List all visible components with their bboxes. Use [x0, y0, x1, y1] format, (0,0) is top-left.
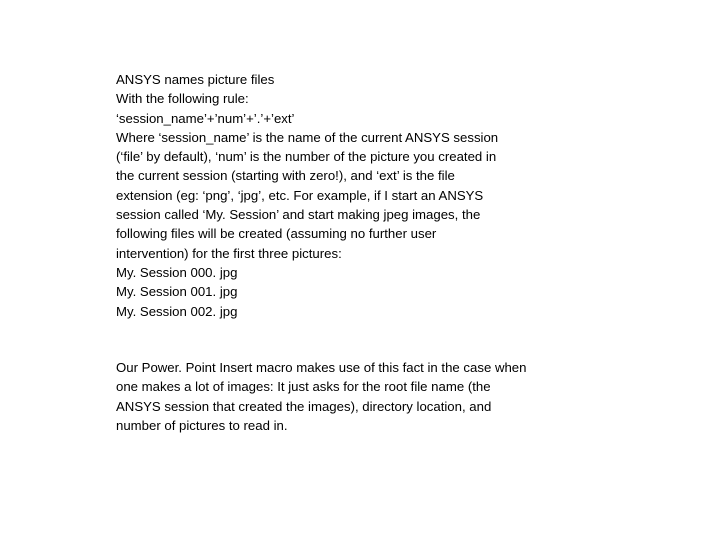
text-line: ANSYS names picture files [116, 72, 275, 87]
text-line: session called ‘My. Session’ and start making jpeg images, the [116, 207, 481, 223]
text-line: ANSYS session that created the images), directory location, and [116, 398, 492, 414]
text-line: the current session (starting with zero!), and ‘ext’ is the file [116, 168, 455, 184]
text-line: extension (eg: ‘png’, ‘jpg’, etc. For example, if I start an ANSYS [116, 187, 484, 203]
text-line: one makes a lot of images: It just asks for the root file name (the [116, 379, 491, 395]
text-line: (‘file’ by default), ‘num’ is the number of the picture you created in [116, 149, 497, 165]
filename-example: My. Session 002. jpg [116, 303, 238, 319]
text-line: Where ‘session_name’ is the name of the current ANSYS session [116, 129, 499, 145]
text-line: Our Power. Point Insert macro makes use of this fact in the case when [116, 360, 527, 375]
text-line: number of pictures to read in. [116, 417, 288, 433]
filename-example: My. Session 000. jpg [116, 264, 238, 280]
text-line: ‘session_name’+’num’+’.’+’ext’ [116, 110, 295, 126]
filename-example: My. Session 001. jpg [116, 284, 238, 300]
text-block-naming-rule [116, 70, 498, 321]
text-line: intervention) for the first three pictures: [116, 245, 342, 261]
text-line: With the following rule: [116, 91, 249, 107]
text-line: following files will be created (assuming no further user [116, 226, 437, 242]
text-block-macro-description [116, 358, 526, 435]
